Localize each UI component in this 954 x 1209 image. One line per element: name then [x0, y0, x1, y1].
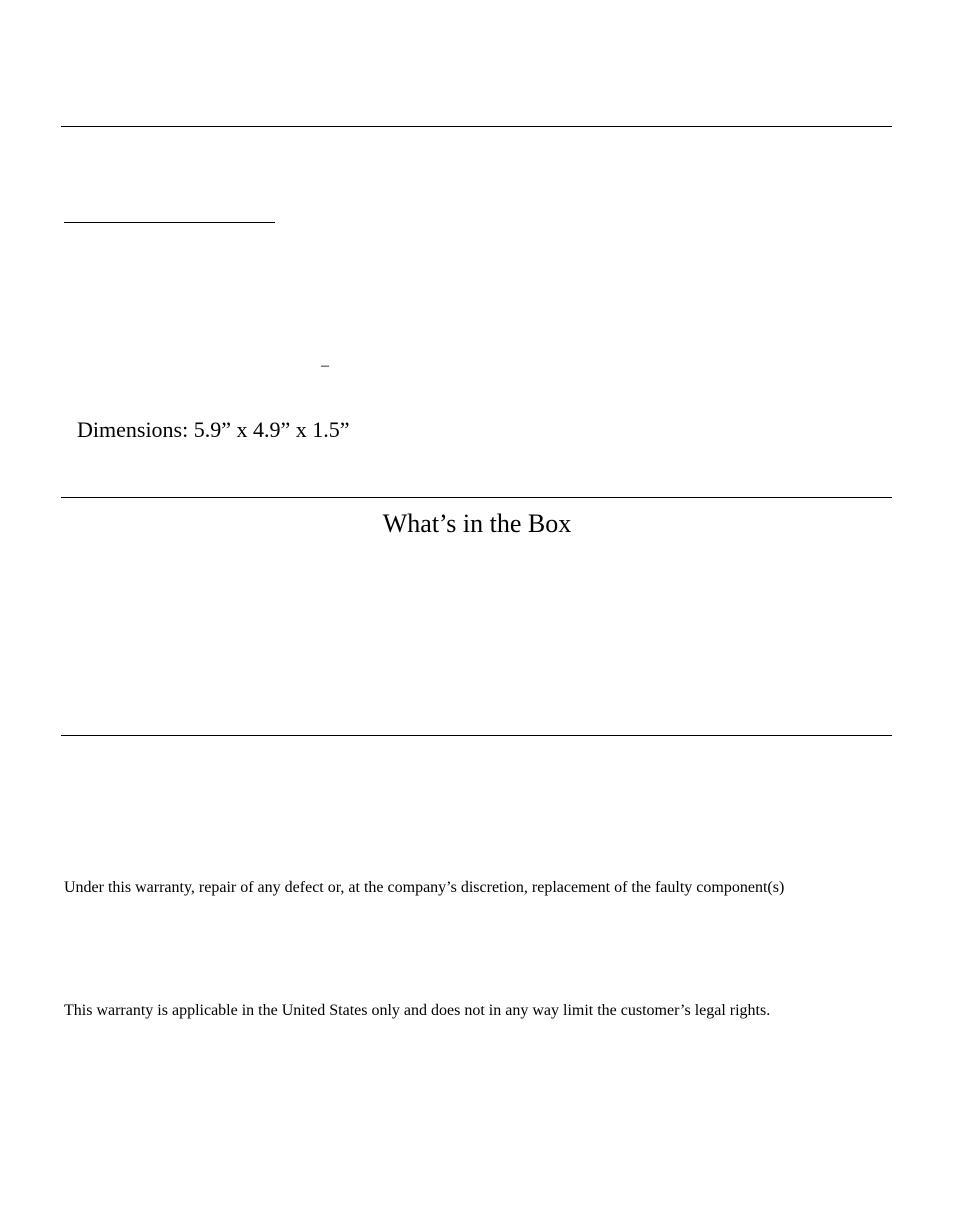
warranty-scope-text: This warranty is applicable in the United States only and does not in any way limit the customer’s legal rights.: [64, 1002, 771, 1019]
short-underline: [64, 222, 275, 223]
dimensions-text: Dimensions: 5.9” x 4.9” x 1.5”: [77, 417, 350, 442]
warranty-repair-text: Under this warranty, repair of any defect or, at the company’s discretion, replacement of the faulty component(s): [64, 879, 785, 896]
whats-in-the-box-heading: What’s in the Box: [382, 509, 572, 538]
middle-divider: [61, 497, 892, 498]
lower-divider: [61, 735, 892, 736]
dash-mark: –: [321, 357, 329, 374]
top-divider: [61, 126, 892, 127]
